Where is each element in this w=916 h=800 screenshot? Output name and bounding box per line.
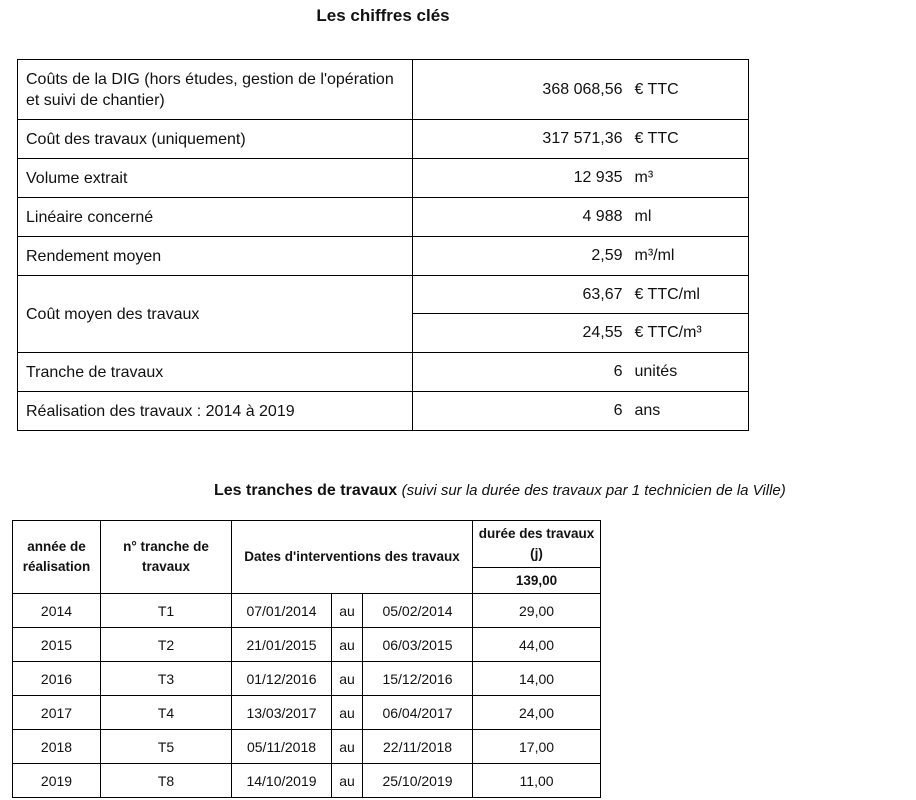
key-figures-table	[17, 59, 749, 431]
key-figure-row	[18, 392, 749, 431]
end-date-cell: 05/02/2014	[363, 594, 473, 628]
key-figure-label: Coût moyen des travaux	[18, 276, 413, 353]
key-figure-value: 2,59	[413, 237, 627, 276]
tranches-subtitle: (suivi sur la durée des travaux par 1 technicien de la Ville)	[401, 482, 786, 499]
header-duration: durée des travaux (j)	[473, 521, 601, 568]
year-cell: 2019	[13, 764, 101, 798]
key-figure-value: 368 068,56	[413, 60, 627, 120]
key-figure-row	[18, 353, 749, 392]
key-figure-unit: ml	[627, 198, 749, 237]
duration-cell: 11,00	[473, 764, 601, 798]
duration-cell: 44,00	[473, 628, 601, 662]
duration-cell: 24,00	[473, 696, 601, 730]
tranche-cell: T3	[101, 662, 232, 696]
end-date-cell: 25/10/2019	[363, 764, 473, 798]
tranche-cell: T4	[101, 696, 232, 730]
tranches-table	[12, 520, 601, 798]
end-date-cell: 15/12/2016	[363, 662, 473, 696]
key-figure-unit: unités	[627, 353, 749, 392]
separator-cell: au	[332, 764, 363, 798]
tranche-cell: T5	[101, 730, 232, 764]
separator-cell: au	[332, 628, 363, 662]
year-cell: 2014	[13, 594, 101, 628]
key-figure-unit: € TTC	[627, 120, 749, 159]
separator-cell: au	[332, 662, 363, 696]
year-cell: 2015	[13, 628, 101, 662]
key-figure-unit: ans	[627, 392, 749, 431]
table-row	[13, 594, 601, 628]
tranche-cell: T2	[101, 628, 232, 662]
key-figure-row	[18, 198, 749, 237]
key-figure-row	[18, 60, 749, 120]
duration-cell: 29,00	[473, 594, 601, 628]
start-date-cell: 13/03/2017	[232, 696, 332, 730]
separator-cell: au	[332, 730, 363, 764]
table-row	[13, 730, 601, 764]
header-year: année de réalisation	[13, 521, 101, 594]
separator-cell: au	[332, 696, 363, 730]
key-figure-label: Rendement moyen	[18, 237, 413, 276]
separator-cell: au	[332, 594, 363, 628]
tranches-title: Les tranches de travaux	[214, 482, 398, 499]
year-cell: 2018	[13, 730, 101, 764]
end-date-cell: 06/03/2015	[363, 628, 473, 662]
key-figure-label: Linéaire concerné	[18, 198, 413, 237]
key-figure-label: Volume extrait	[18, 159, 413, 198]
year-cell: 2016	[13, 662, 101, 696]
key-figure-value: 4 988	[413, 198, 627, 237]
header-tranche: n° tranche de travaux	[101, 521, 232, 594]
key-figure-unit: € TTC/ml	[627, 276, 749, 314]
tranches-heading	[214, 482, 786, 500]
start-date-cell: 07/01/2014	[232, 594, 332, 628]
key-figure-unit: m³	[627, 159, 749, 198]
key-figure-unit: m³/ml	[627, 237, 749, 276]
key-figure-value: 6	[413, 353, 627, 392]
table-row	[13, 696, 601, 730]
duration-cell: 17,00	[473, 730, 601, 764]
key-figure-value: 317 571,36	[413, 120, 627, 159]
table-row	[13, 764, 601, 798]
key-figure-value: 6	[413, 392, 627, 431]
start-date-cell: 01/12/2016	[232, 662, 332, 696]
key-figure-row	[18, 159, 749, 198]
key-figure-label: Coûts de la DIG (hors études, gestion de l'opération et suivi de chantier)	[18, 60, 413, 120]
tranche-cell: T1	[101, 594, 232, 628]
total-duration: 139,00	[473, 568, 601, 594]
table-row	[13, 628, 601, 662]
key-figure-row	[18, 276, 749, 314]
start-date-cell: 21/01/2015	[232, 628, 332, 662]
start-date-cell: 05/11/2018	[232, 730, 332, 764]
key-figure-row	[18, 237, 749, 276]
key-figures-title: Les chiffres clés	[316, 6, 450, 25]
key-figure-label: Coût des travaux (uniquement)	[18, 120, 413, 159]
key-figure-value: 24,55	[413, 314, 627, 353]
table-row	[13, 662, 601, 696]
year-cell: 2017	[13, 696, 101, 730]
key-figure-unit: € TTC	[627, 60, 749, 120]
key-figure-value: 12 935	[413, 159, 627, 198]
key-figure-row	[18, 120, 749, 159]
tranche-cell: T8	[101, 764, 232, 798]
key-figure-label: Réalisation des travaux : 2014 à 2019	[18, 392, 413, 431]
key-figure-unit: € TTC/m³	[627, 314, 749, 353]
end-date-cell: 06/04/2017	[363, 696, 473, 730]
end-date-cell: 22/11/2018	[363, 730, 473, 764]
start-date-cell: 14/10/2019	[232, 764, 332, 798]
key-figure-value: 63,67	[413, 276, 627, 314]
duration-cell: 14,00	[473, 662, 601, 696]
key-figure-label: Tranche de travaux	[18, 353, 413, 392]
header-dates: Dates d'interventions des travaux	[232, 521, 473, 594]
